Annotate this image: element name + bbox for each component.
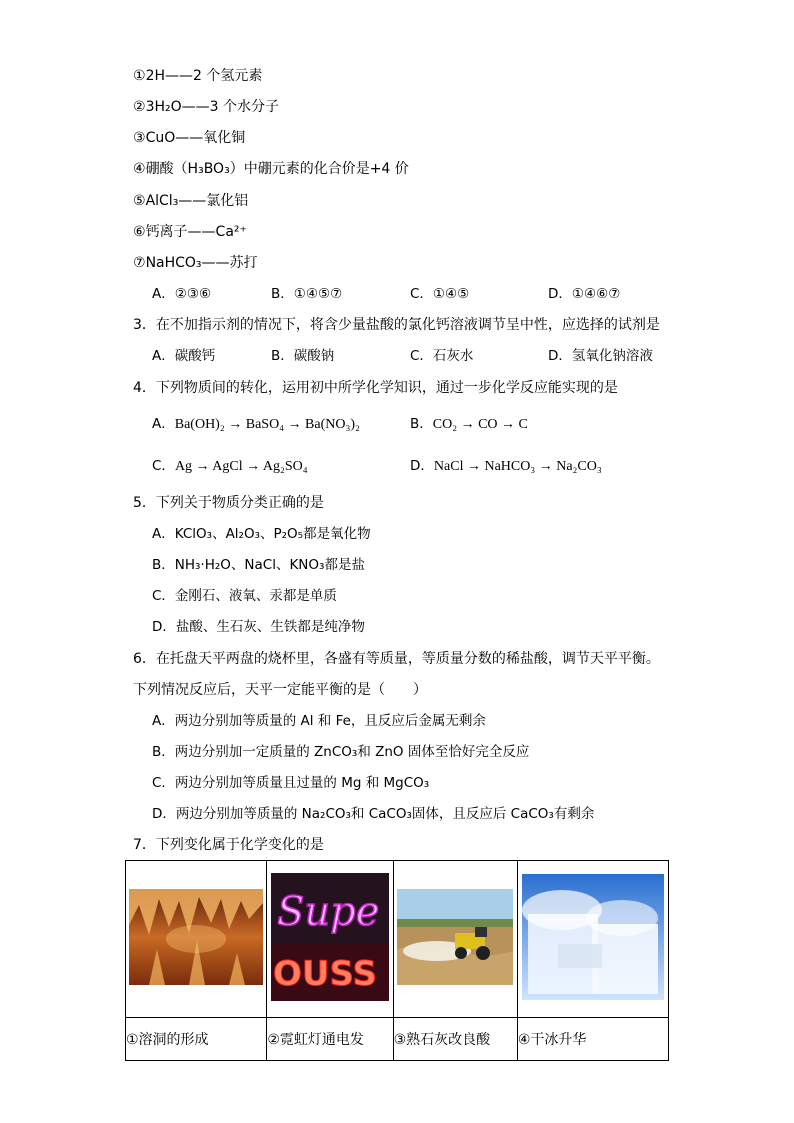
q7-cell-3 bbox=[393, 861, 517, 1018]
neon-text-top: Supe bbox=[276, 889, 380, 935]
q7-caption-1: ①溶洞的形成 bbox=[126, 1018, 267, 1061]
q6-option-d[interactable]: D．两边分别加等质量的 Na₂CO₃和 CaCO₃固体，且反应后 CaCO₃有剩余 bbox=[152, 806, 595, 822]
q6-option-b[interactable]: B．两边分别加一定质量的 ZnCO₃和 ZnO 固体至恰好完全反应 bbox=[152, 744, 530, 760]
q5-option-c[interactable]: C．金刚石、液氧、汞都是单质 bbox=[152, 588, 337, 604]
q7-caption-4: ④干冰升华 bbox=[517, 1018, 668, 1061]
q2-option-c[interactable]: C．①④⑤ bbox=[410, 286, 470, 302]
q7-cell-1 bbox=[126, 861, 267, 1018]
q4-option-a[interactable] bbox=[152, 415, 360, 434]
item-text: CuO——氧化铜 bbox=[145, 130, 246, 146]
item-5 bbox=[133, 192, 248, 210]
q6-option-a[interactable]: A．两边分别加等质量的 Al 和 Fe，且反应后金属无剩余 bbox=[152, 713, 486, 729]
q3-option-b[interactable]: B．碳酸钠 bbox=[271, 348, 335, 364]
item-number: ⑥ bbox=[133, 224, 146, 240]
q7-caption-2: ②霓虹灯通电发 bbox=[267, 1018, 393, 1061]
item-7 bbox=[133, 254, 258, 272]
q6-stem-line2: 下列情况反应后，天平一定能平衡的是（ ） bbox=[133, 682, 427, 698]
option-label: D． bbox=[410, 458, 434, 474]
q2-option-b[interactable]: B．①④⑤⑦ bbox=[271, 286, 343, 302]
q7-caption-3: ③熟石灰改良酸 bbox=[393, 1018, 517, 1061]
q5-option-a[interactable]: A．KClO₃、Al₂O₃、P₂O₅都是氧化物 bbox=[152, 526, 371, 542]
q3-option-d[interactable]: D．氢氧化钠溶液 bbox=[548, 348, 653, 364]
option-label: B． bbox=[410, 416, 433, 432]
q3-option-c[interactable]: C．石灰水 bbox=[410, 348, 474, 364]
cave-photo bbox=[129, 889, 263, 985]
q2-option-a[interactable]: A．②③⑥ bbox=[152, 286, 212, 302]
q5-stem: 5．下列关于物质分类正确的是 bbox=[133, 495, 324, 511]
item-text: AlCl₃——氯化铝 bbox=[145, 193, 249, 209]
q6-option-c[interactable]: C．两边分别加等质量且过量的 Mg 和 MgCO₃ bbox=[152, 775, 430, 791]
item-number: ⑤ bbox=[133, 193, 146, 209]
item-text: NaHCO₃——苏打 bbox=[145, 255, 258, 271]
item-1 bbox=[133, 67, 262, 85]
q4-option-c[interactable] bbox=[152, 457, 308, 476]
option-formula: Ba(OH)₂ → BaSO₄ → Ba(NO₃)₂ bbox=[174, 417, 360, 432]
option-formula: Ag → AgCl → Ag₂SO₄ bbox=[174, 459, 308, 474]
item-number: ③ bbox=[133, 130, 146, 146]
q6-stem-line1: 6．在托盘天平两盘的烧杯里，各盛有等质量，等质量分数的稀盐酸，调节天平平衡。 bbox=[133, 651, 660, 667]
neon-text-bottom: OUSS bbox=[272, 954, 377, 994]
item-text: 硼酸（H₃BO₃）中硼元素的化合价是+4 价 bbox=[145, 161, 409, 177]
neon-sign-photo bbox=[271, 873, 389, 1001]
q3-option-a[interactable]: A．碳酸钙 bbox=[152, 348, 216, 364]
q5-option-b[interactable]: B．NH₃·H₂O、NaCl、KNO₃都是盐 bbox=[152, 557, 365, 573]
item-6 bbox=[133, 223, 247, 241]
option-formula: NaCl → NaHCO₃ → Na₂CO₃ bbox=[433, 459, 602, 474]
q4-stem: 4．下列物质间的转化，运用初中所学化学知识，通过一步化学反应能实现的是 bbox=[133, 380, 618, 396]
q5-option-d[interactable]: D．盐酸、生石灰、生铁都是纯净物 bbox=[152, 619, 365, 635]
option-label: A． bbox=[152, 416, 175, 432]
dry-ice-photo bbox=[522, 874, 664, 1000]
option-label: C． bbox=[152, 458, 175, 474]
item-text: 钙离子——Ca²⁺ bbox=[145, 224, 247, 240]
item-text: 3H₂O——3 个水分子 bbox=[145, 99, 279, 115]
q4-option-b[interactable] bbox=[410, 415, 528, 434]
q7-stem: 7．下列变化属于化学变化的是 bbox=[133, 837, 324, 853]
item-number: ⑦ bbox=[133, 255, 146, 271]
q4-option-d[interactable] bbox=[410, 457, 602, 476]
item-2 bbox=[133, 98, 279, 116]
item-number: ① bbox=[133, 68, 146, 84]
item-number: ④ bbox=[133, 161, 146, 177]
q2-option-d[interactable]: D．①④⑥⑦ bbox=[548, 286, 621, 302]
item-text: 2H——2 个氢元素 bbox=[145, 68, 263, 84]
item-3 bbox=[133, 129, 245, 147]
farm-tractor-photo bbox=[397, 889, 513, 985]
q7-image-table bbox=[125, 860, 669, 1061]
item-number: ② bbox=[133, 99, 146, 115]
item-4 bbox=[133, 160, 409, 178]
q7-cell-4 bbox=[517, 861, 668, 1018]
q7-cell-2 bbox=[267, 861, 393, 1018]
option-formula: CO₂ → CO → C bbox=[432, 417, 528, 432]
q3-stem: 3．在不加指示剂的情况下，将含少量盐酸的氯化钙溶液调节呈中性，应选择的试剂是 bbox=[133, 317, 660, 333]
